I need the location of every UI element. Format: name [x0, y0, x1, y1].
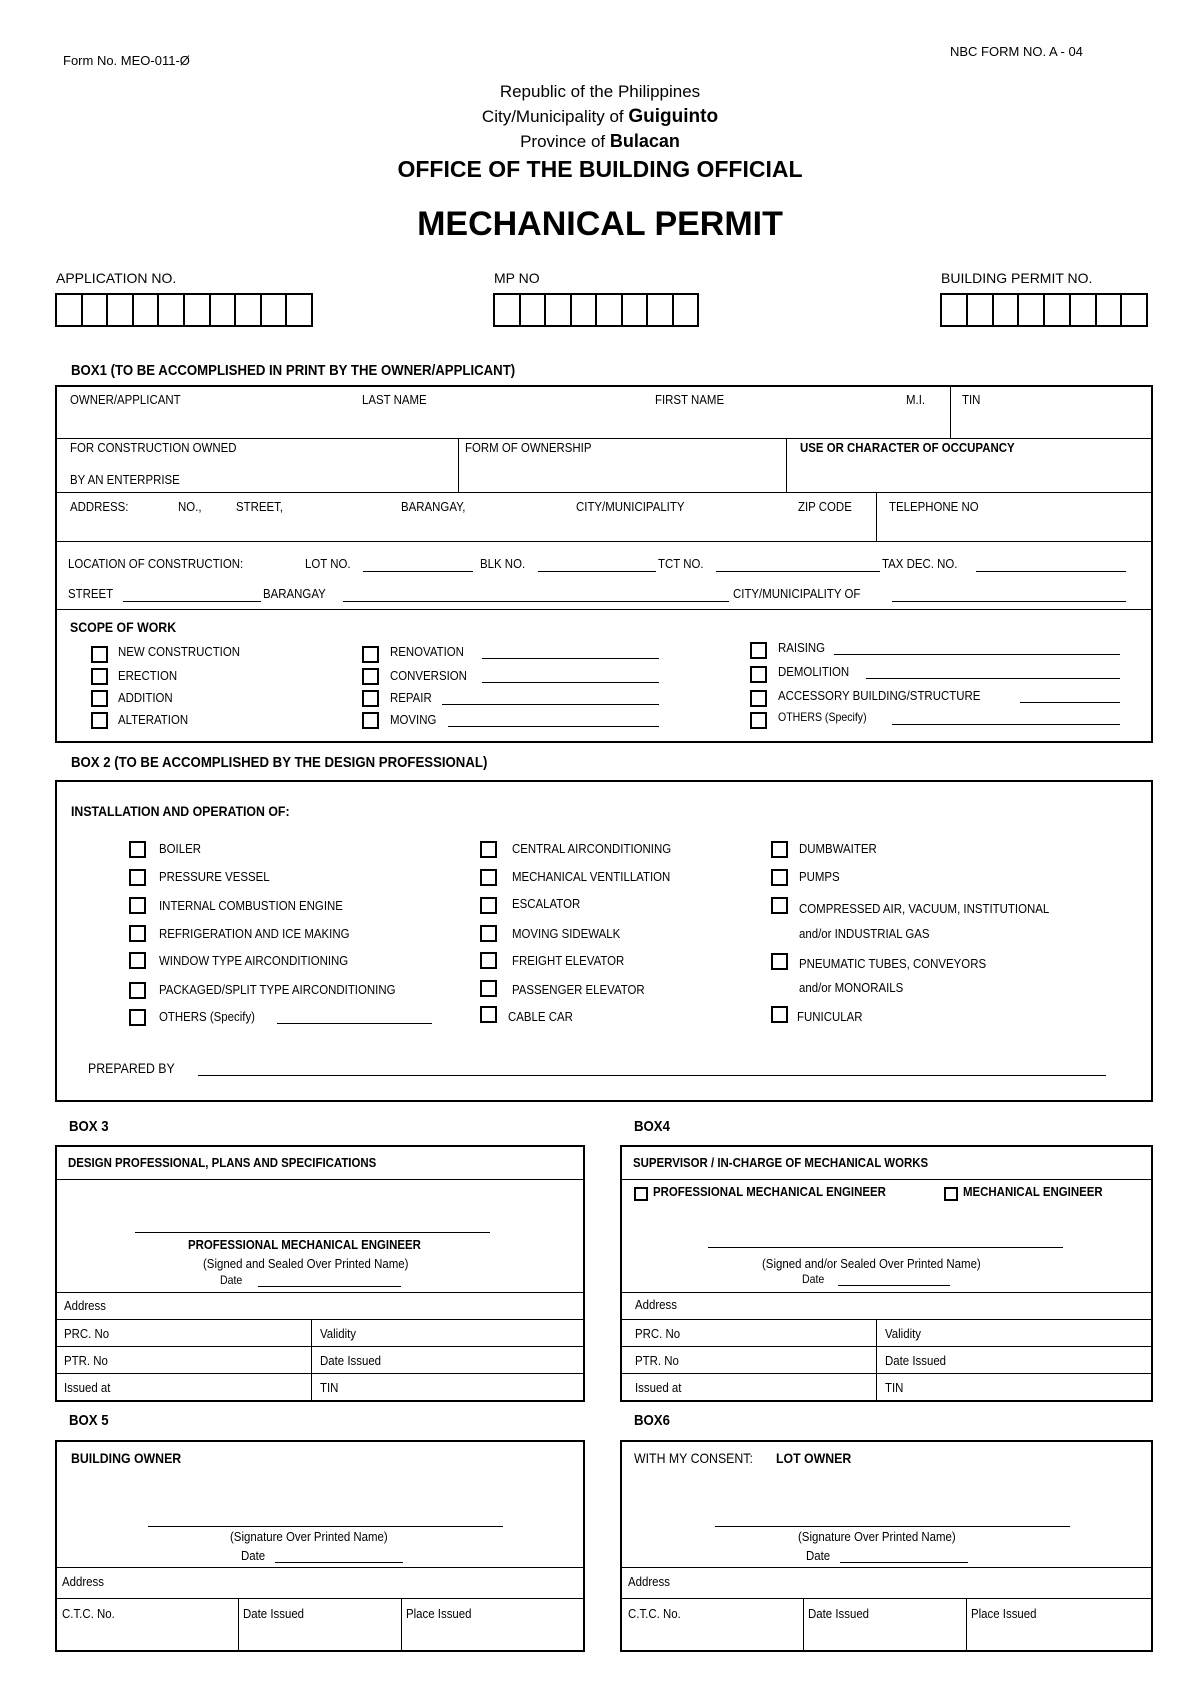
installation-checkbox[interactable] [771, 841, 788, 858]
tct-no-field[interactable] [716, 571, 880, 572]
box4-checkbox[interactable] [634, 1187, 648, 1201]
scope-option: ADDITION [118, 690, 173, 705]
installation-option: PRESSURE VESSEL [159, 869, 270, 884]
box6-divider [620, 1598, 1153, 1599]
building-permit-no-label: BUILDING PERMIT NO. [941, 270, 1093, 286]
scope-option: RAISING [778, 640, 826, 655]
city-prefix: City/Municipality of [481, 107, 629, 126]
box6-date-field[interactable] [840, 1562, 968, 1563]
box6-ctc-label: C.T.C. No. [628, 1606, 681, 1621]
form-of-ownership-label: FORM OF OWNERSHIP [465, 440, 592, 455]
installation-checkbox[interactable] [771, 869, 788, 886]
box3-validity-label: Validity [320, 1326, 357, 1341]
scope-checkbox[interactable] [750, 642, 767, 659]
scope-option: REPAIR [390, 690, 432, 705]
blk-no-field[interactable] [538, 571, 656, 572]
tct-no-label: TCT NO. [658, 556, 704, 571]
office-title: OFFICE OF THE BUILDING OFFICIAL [397, 156, 803, 182]
box6-title: LOT OWNER [776, 1450, 852, 1466]
building-permit-no-field[interactable] [940, 293, 1148, 327]
loc-barangay-field[interactable] [343, 601, 729, 602]
installation-option: OTHERS (Specify) [159, 1009, 255, 1024]
box1-divider [55, 438, 1153, 439]
box4-divider [620, 1373, 1153, 1374]
box4-divider [620, 1179, 1153, 1180]
mp-no-label: MP NO [494, 270, 540, 286]
installation-option: BOILER [159, 841, 201, 856]
address-label: ADDRESS: [70, 499, 129, 514]
construction-owned-label: FOR CONSTRUCTION OWNED [70, 440, 237, 455]
scope-option-field[interactable] [482, 682, 659, 683]
tax-dec-label: TAX DEC. NO. [882, 556, 958, 571]
box4-address-label: Address [635, 1297, 677, 1312]
scope-checkbox[interactable] [91, 668, 108, 685]
application-no-label: APPLICATION NO. [56, 270, 177, 286]
box4-date-field[interactable] [838, 1285, 950, 1286]
box3-divider [55, 1373, 585, 1374]
scope-option: OTHERS (Specify) [778, 710, 867, 724]
tin-label: TIN [962, 392, 981, 407]
loc-city-label: CITY/MUNICIPALITY OF [733, 586, 861, 601]
application-no-field[interactable] [55, 293, 313, 327]
installation-checkbox[interactable] [129, 1009, 146, 1026]
installation-checkbox[interactable] [480, 897, 497, 914]
first-name-label: FIRST NAME [655, 392, 725, 407]
box3-divider [55, 1319, 585, 1320]
installation-checkbox[interactable] [129, 925, 146, 942]
box3-title: DESIGN PROFESSIONAL, PLANS AND SPECIFICATIONS [68, 1155, 377, 1170]
box6-address-label: Address [628, 1574, 670, 1589]
zip-code-label: ZIP CODE [798, 499, 852, 514]
installation-checkbox[interactable] [480, 869, 497, 886]
mi-label: M.I. [906, 392, 926, 407]
box4-divider [876, 1319, 877, 1402]
by-enterprise-label: BY AN ENTERPRISE [70, 472, 180, 487]
box4-divider [620, 1292, 1153, 1293]
box5-address-label: Address [62, 1574, 104, 1589]
tax-dec-field[interactable] [976, 571, 1126, 572]
scope-of-work-heading: SCOPE OF WORK [70, 619, 177, 635]
scope-option: NEW CONSTRUCTION [118, 644, 241, 659]
telephone-label: TELEPHONE NO [889, 499, 979, 514]
address-no-label: NO., [178, 499, 202, 514]
box2 [55, 780, 1153, 1102]
address-street-label: STREET, [236, 499, 284, 514]
box5-divider [55, 1598, 585, 1599]
scope-option-field[interactable] [892, 724, 1120, 725]
installation-option-cont: and/or INDUSTRIAL GAS [799, 926, 930, 941]
installation-option: MOVING SIDEWALK [512, 926, 621, 941]
last-name-label: LAST NAME [362, 392, 427, 407]
box3-issued-at-label: Issued at [64, 1380, 111, 1395]
box1-divider [55, 541, 1153, 542]
scope-option: CONVERSION [390, 668, 467, 683]
box4-validity-label: Validity [885, 1326, 922, 1341]
box4-tin-label: TIN [885, 1380, 904, 1395]
scope-checkbox[interactable] [91, 690, 108, 707]
province-line [0, 131, 1200, 152]
blk-no-label: BLK NO. [480, 556, 526, 571]
box6-date-label: Date [806, 1548, 831, 1563]
box4-date-issued-label: Date Issued [885, 1353, 947, 1368]
lot-no-field[interactable] [363, 571, 473, 572]
box6-divider [966, 1598, 967, 1652]
box4-ptr-label: PTR. No [635, 1353, 679, 1368]
scope-option-field[interactable] [834, 654, 1120, 655]
box4-option: PROFESSIONAL MECHANICAL ENGINEER [653, 1184, 886, 1199]
installation-option: PUMPS [799, 869, 840, 884]
box5-label: BOX 5 [69, 1412, 109, 1429]
box5-signed-note: (Signature Over Printed Name) [230, 1529, 388, 1544]
box5-divider [401, 1598, 402, 1652]
scope-checkbox[interactable] [362, 712, 379, 729]
box3-date-issued-label: Date Issued [320, 1353, 382, 1368]
installation-checkbox[interactable] [129, 841, 146, 858]
box4-option: MECHANICAL ENGINEER [963, 1184, 1103, 1199]
scope-checkbox[interactable] [750, 666, 767, 683]
box3-divider [311, 1319, 312, 1402]
box1-divider [876, 492, 877, 541]
box3-role [55, 1237, 585, 1252]
box4-date-label: Date [802, 1272, 825, 1286]
installation-option: PASSENGER ELEVATOR [512, 982, 645, 997]
address-city-label: CITY/MUNICIPALITY [576, 499, 685, 514]
box1-divider [458, 438, 459, 492]
box3-date-field[interactable] [258, 1286, 401, 1287]
scope-option: ACCESSORY BUILDING/STRUCTURE [778, 688, 981, 703]
box3-signature-line[interactable] [135, 1232, 490, 1233]
box3-divider [55, 1346, 585, 1347]
box6-signature-line[interactable] [715, 1526, 1070, 1527]
box1-divider [55, 492, 1153, 493]
scope-checkbox[interactable] [91, 646, 108, 663]
scope-checkbox[interactable] [362, 690, 379, 707]
box6 [620, 1440, 1153, 1652]
installation-option: REFRIGERATION AND ICE MAKING [159, 926, 350, 941]
box6-signed-note: (Signature Over Printed Name) [798, 1529, 956, 1544]
lot-no-label: LOT NO. [305, 556, 351, 571]
box4-divider [620, 1346, 1153, 1347]
owner-applicant-label: OWNER/APPLICANT [70, 392, 181, 407]
prepared-by-label: PREPARED BY [88, 1060, 175, 1076]
box4-checkbox[interactable] [944, 1187, 958, 1201]
scope-checkbox[interactable] [750, 712, 767, 729]
address-barangay-label: BARANGAY, [401, 499, 466, 514]
box6-consent-label: WITH MY CONSENT: [634, 1450, 753, 1466]
scope-checkbox[interactable] [362, 646, 379, 663]
box4-divider [620, 1319, 1153, 1320]
box5-divider [238, 1598, 239, 1652]
nbc-form-number: NBC FORM NO. A - 04 [950, 44, 1083, 59]
box4-issued-at-label: Issued at [635, 1380, 682, 1395]
scope-option-field[interactable] [442, 704, 659, 705]
box3-prc-label: PRC. No [64, 1326, 110, 1341]
box5-date-field[interactable] [275, 1562, 403, 1563]
installation-checkbox[interactable] [129, 869, 146, 886]
installation-checkbox[interactable] [129, 952, 146, 969]
box1-heading: BOX1 (TO BE ACCOMPLISHED IN PRINT BY THE OWNER/APPLICANT) [71, 362, 516, 379]
province-name: Bulacan [609, 131, 680, 151]
city-line [0, 106, 1200, 128]
box5-date-issued-label: Date Issued [243, 1606, 305, 1621]
box3-signed-note [55, 1255, 585, 1273]
scope-option-field[interactable] [1020, 702, 1120, 703]
scope-option-field[interactable] [448, 726, 659, 727]
box3-tin-label: TIN [320, 1380, 339, 1395]
installation-option: INTERNAL COMBUSTION ENGINE [159, 898, 343, 913]
republic-line: Republic of the Philippines [499, 82, 701, 101]
box4-label: BOX4 [634, 1118, 670, 1135]
loc-street-field[interactable] [123, 601, 261, 602]
scope-option: ALTERATION [118, 712, 189, 727]
scope-checkbox[interactable] [362, 668, 379, 685]
installation-checkbox[interactable] [129, 897, 146, 914]
box3-ptr-label: PTR. No [64, 1353, 108, 1368]
box4-signed-text: (Signed and/or Sealed Over Printed Name) [762, 1256, 981, 1271]
installation-option: DUMBWAITER [799, 841, 877, 856]
box6-divider [620, 1567, 1153, 1568]
location-label: LOCATION OF CONSTRUCTION: [68, 556, 244, 571]
installation-option: COMPRESSED AIR, VACUUM, INSTITUTIONAL [799, 901, 1050, 916]
installation-checkbox[interactable] [480, 980, 497, 997]
installation-checkbox[interactable] [771, 897, 788, 914]
installation-option: PNEUMATIC TUBES, CONVEYORS [799, 956, 987, 971]
box4-signed-note [620, 1255, 1153, 1273]
box6-label: BOX6 [634, 1412, 670, 1429]
box1-divider [786, 438, 787, 492]
box3-divider [55, 1292, 585, 1293]
use-occupancy-label: USE OR CHARACTER OF OCCUPANCY [800, 440, 1015, 455]
box3-address-label: Address [64, 1298, 106, 1313]
box4-title: SUPERVISOR / IN-CHARGE OF MECHANICAL WORKS [633, 1155, 929, 1170]
city-name: Guiguinto [628, 106, 719, 127]
installation-option-cont: and/or MONORAILS [799, 980, 904, 995]
box3-role-text: PROFESSIONAL MECHANICAL ENGINEER [187, 1237, 421, 1252]
province-prefix: Province of [520, 132, 610, 151]
installation-option: FUNICULAR [797, 1009, 863, 1024]
installation-option: CABLE CAR [508, 1009, 573, 1024]
box5-ctc-label: C.T.C. No. [62, 1606, 115, 1621]
box3-label: BOX 3 [69, 1118, 109, 1135]
installation-option: CENTRAL AIRCONDITIONING [512, 841, 672, 856]
box5-divider [55, 1567, 585, 1568]
box5-date-label: Date [241, 1548, 266, 1563]
box5 [55, 1440, 585, 1652]
loc-barangay-label: BARANGAY [263, 586, 326, 601]
installation-option: WINDOW TYPE AIRCONDITIONING [159, 953, 349, 968]
box3-signed-text: (Signed and Sealed Over Printed Name) [203, 1256, 409, 1271]
loc-city-field[interactable] [892, 601, 1126, 602]
box1-divider [55, 609, 1153, 610]
scope-checkbox[interactable] [750, 690, 767, 707]
box6-date-issued-label: Date Issued [808, 1606, 870, 1621]
prepared-by-field[interactable] [198, 1075, 1106, 1076]
scope-option: DEMOLITION [778, 664, 850, 679]
box1-divider [950, 385, 951, 439]
installation-heading: INSTALLATION AND OPERATION OF: [71, 803, 290, 819]
scope-option-field[interactable] [866, 678, 1120, 679]
box5-title: BUILDING OWNER [71, 1450, 182, 1466]
installation-option: FREIGHT ELEVATOR [512, 953, 625, 968]
page-title: MECHANICAL PERMIT [417, 205, 783, 243]
location-row [68, 556, 267, 571]
scope-checkbox[interactable] [91, 712, 108, 729]
installation-checkbox[interactable] [771, 1006, 788, 1023]
installation-checkbox[interactable] [129, 982, 146, 999]
scope-option: MOVING [390, 712, 437, 727]
scope-option: RENOVATION [390, 644, 464, 659]
installation-option: ESCALATOR [512, 896, 581, 911]
loc-street-label: STREET [68, 586, 114, 601]
box5-signature-line[interactable] [148, 1526, 503, 1527]
box3-date-label: Date [220, 1273, 243, 1287]
installation-others-field[interactable] [277, 1023, 432, 1024]
installation-checkbox[interactable] [480, 841, 497, 858]
installation-checkbox[interactable] [480, 1006, 497, 1023]
scope-option-field[interactable] [482, 658, 659, 659]
box4-prc-label: PRC. No [635, 1326, 681, 1341]
installation-checkbox[interactable] [480, 952, 497, 969]
scope-option: ERECTION [118, 668, 178, 683]
installation-checkbox[interactable] [480, 925, 497, 942]
box6-place-issued-label: Place Issued [971, 1606, 1037, 1621]
box4-signature-line[interactable] [708, 1247, 1063, 1248]
box3-divider [55, 1179, 585, 1180]
installation-option: PACKAGED/SPLIT TYPE AIRCONDITIONING [159, 982, 396, 997]
box5-place-issued-label: Place Issued [406, 1606, 472, 1621]
form-number: Form No. MEO-011-Ø [63, 53, 190, 68]
installation-option: MECHANICAL VENTILLATION [512, 869, 671, 884]
box2-heading: BOX 2 (TO BE ACCOMPLISHED BY THE DESIGN PROFESSIONAL) [71, 754, 488, 771]
box6-divider [803, 1598, 804, 1652]
mp-no-field[interactable] [493, 293, 699, 327]
installation-checkbox[interactable] [771, 953, 788, 970]
